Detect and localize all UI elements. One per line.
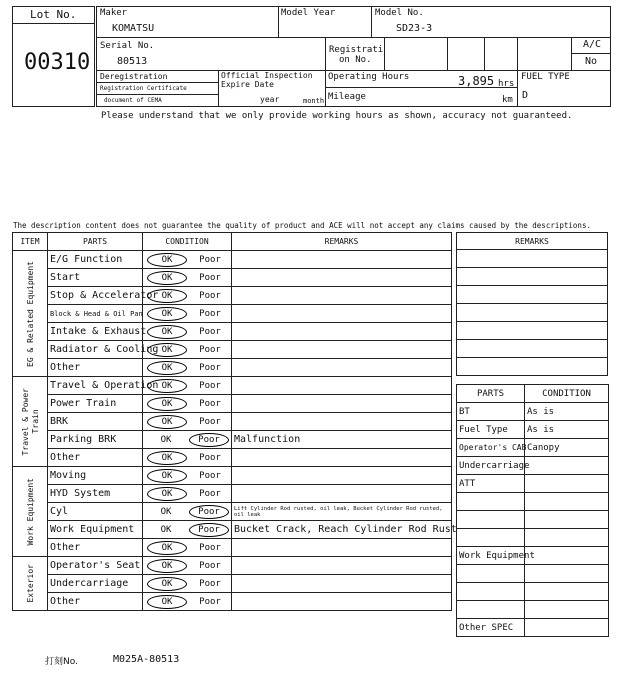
condition-ok: OK <box>147 559 187 573</box>
right-parts-header: PARTS <box>457 385 525 403</box>
table-row <box>13 341 452 359</box>
remark-cell: Malfunction <box>232 431 452 449</box>
year-label: year <box>260 95 280 104</box>
condition-cell <box>143 377 232 395</box>
table-row <box>13 521 452 539</box>
registration-label-1: Registrati <box>329 45 384 55</box>
col-condition-header: CONDITION <box>143 233 232 251</box>
right-parts-row <box>457 601 609 619</box>
condition-poor: Poor <box>199 362 221 373</box>
remark-cell: Bucket Crack, Reach Cylinder Rod Rust <box>232 521 452 539</box>
inspection-table <box>12 232 457 611</box>
condition-ok: OK <box>147 307 187 321</box>
right-part-condition <box>525 493 609 511</box>
item-group-label: Exterior <box>25 564 35 603</box>
part-name: Work Equipment <box>48 521 143 539</box>
remark-cell <box>232 269 452 287</box>
dereg-label: Deregistration <box>100 72 168 81</box>
part-name: Power Train <box>48 395 143 413</box>
right-part-condition <box>525 619 609 637</box>
condition-poor: Poor <box>199 488 221 499</box>
model-no-value: SD23-3 <box>396 23 433 34</box>
remark-cell <box>232 359 452 377</box>
condition-ok: OK <box>147 271 187 285</box>
remark-cell <box>232 251 452 269</box>
condition-poor: Poor <box>199 470 221 481</box>
part-name: Travel & Operation <box>48 377 143 395</box>
condition-poor: Poor <box>199 272 221 283</box>
condition-ok: OK <box>147 397 187 411</box>
right-parts-row <box>457 529 609 547</box>
remark-cell <box>232 575 452 593</box>
remark-cell <box>232 449 452 467</box>
right-parts-row <box>457 547 609 565</box>
right-remark-row <box>457 358 608 376</box>
condition-ok: OK <box>147 343 187 357</box>
right-part-name <box>457 565 525 583</box>
condition-cell <box>143 341 232 359</box>
maker-value: KOMATSU <box>112 23 155 34</box>
right-parts-row <box>457 457 609 475</box>
remark-cell <box>232 539 452 557</box>
right-parts-row <box>457 475 609 493</box>
condition-cell <box>143 323 232 341</box>
condition-poor: Poor <box>199 290 221 301</box>
condition-cell <box>143 431 232 449</box>
condition-poor: Poor <box>199 596 221 607</box>
table-row <box>13 413 452 431</box>
condition-poor: Poor <box>199 254 221 265</box>
right-parts-row <box>457 493 609 511</box>
mileage-label: Mileage <box>328 92 366 102</box>
condition-ok: OK <box>160 434 172 445</box>
condition-cell <box>143 557 232 575</box>
right-part-name: Fuel Type <box>457 421 525 439</box>
table-row <box>13 503 452 521</box>
condition-poor: Poor <box>199 416 221 427</box>
part-name: Intake & Exhaust <box>48 323 143 341</box>
item-group-label: Work Equipment <box>25 477 35 546</box>
condition-poor: Poor <box>199 560 221 571</box>
condition-poor: Poor <box>199 578 221 589</box>
model-no-label: Model No. <box>375 8 424 18</box>
part-name: Other <box>48 593 143 611</box>
right-remarks-table <box>456 232 608 376</box>
table-row <box>13 557 452 575</box>
right-remark-row <box>457 286 608 304</box>
serial-value: 80513 <box>117 56 148 67</box>
part-name: Moving <box>48 467 143 485</box>
right-parts-row <box>457 565 609 583</box>
condition-ok: OK <box>147 325 187 339</box>
cema-label: document of CEMA <box>104 97 162 104</box>
right-part-name: Other SPEC <box>457 619 525 637</box>
right-remark-row <box>457 322 608 340</box>
condition-poor: Poor <box>199 380 221 391</box>
right-part-condition <box>525 583 609 601</box>
right-part-condition <box>525 601 609 619</box>
condition-poor: Poor <box>189 523 229 537</box>
condition-poor: Poor <box>199 452 221 463</box>
right-part-name: Work Equipment <box>457 547 525 565</box>
condition-cell <box>143 287 232 305</box>
right-remarks-header: REMARKS <box>457 233 608 250</box>
remark-cell <box>232 467 452 485</box>
condition-ok: OK <box>147 451 187 465</box>
right-part-name <box>457 529 525 547</box>
hours-notice: Please understand that we only provide working hours as shown, accuracy not guaranteed. <box>101 111 573 121</box>
condition-ok: OK <box>147 415 187 429</box>
lot-number: 00310 <box>24 50 91 75</box>
part-name: Other <box>48 539 143 557</box>
inspection-label-2: Expire Date <box>221 80 274 89</box>
op-hours-label: Operating Hours <box>328 72 410 82</box>
condition-ok: OK <box>147 469 187 483</box>
month-label: month <box>303 97 325 105</box>
right-parts-row <box>457 421 609 439</box>
condition-cell <box>143 359 232 377</box>
right-part-name: Undercarriage <box>457 457 525 475</box>
right-part-name <box>457 493 525 511</box>
item-group-cell <box>13 467 48 557</box>
right-part-condition <box>525 565 609 583</box>
condition-ok: OK <box>147 487 187 501</box>
table-header-row <box>13 233 452 251</box>
condition-cell <box>143 395 232 413</box>
right-part-condition <box>525 475 609 493</box>
table-row <box>13 467 452 485</box>
right-part-condition <box>525 529 609 547</box>
remark-cell <box>232 377 452 395</box>
right-part-condition: Canopy <box>525 439 609 457</box>
part-name: Start <box>48 269 143 287</box>
item-group-cell <box>13 251 48 377</box>
table-row <box>13 377 452 395</box>
remark-cell <box>232 395 452 413</box>
right-parts-row <box>457 619 609 637</box>
condition-ok: OK <box>147 361 187 375</box>
maker-label: Maker <box>100 8 128 18</box>
condition-ok: OK <box>147 379 187 393</box>
right-remark-row <box>457 304 608 322</box>
table-row <box>13 575 452 593</box>
right-parts-row <box>457 403 609 421</box>
table-row <box>13 359 452 377</box>
stamp-value: M025A-80513 <box>113 654 180 665</box>
table-row <box>13 449 452 467</box>
table-row <box>13 593 452 611</box>
table-row <box>13 287 452 305</box>
condition-cell <box>143 593 232 611</box>
right-part-condition <box>525 547 609 565</box>
item-group-cell <box>13 557 48 611</box>
part-name: Parking BRK <box>48 431 143 449</box>
right-remark-row <box>457 268 608 286</box>
model-year-label: Model Year <box>281 8 336 18</box>
item-group-label: Travel & Power <box>20 387 30 456</box>
condition-cell <box>143 305 232 323</box>
condition-ok: OK <box>147 577 187 591</box>
condition-cell <box>143 467 232 485</box>
table-row <box>13 395 452 413</box>
remark-cell <box>232 341 452 359</box>
right-parts-row <box>457 583 609 601</box>
condition-poor: Poor <box>189 505 229 519</box>
condition-ok: OK <box>147 289 187 303</box>
right-parts-row <box>457 511 609 529</box>
condition-ok: OK <box>147 253 187 267</box>
right-part-condition: As is <box>525 403 609 421</box>
right-remark-row <box>457 340 608 358</box>
condition-poor: Poor <box>199 326 221 337</box>
right-parts-row <box>457 439 609 457</box>
fuel-type-value: D <box>522 90 529 101</box>
ac-label: A/C <box>583 39 602 50</box>
right-part-name <box>457 511 525 529</box>
right-part-condition <box>525 511 609 529</box>
reg-cert-label: Registration Certificate <box>100 85 187 92</box>
part-name: HYD System <box>48 485 143 503</box>
ac-value: No <box>585 56 598 67</box>
remark-cell <box>232 305 452 323</box>
condition-ok: OK <box>147 541 187 555</box>
part-name: Stop & Accelerator <box>48 287 143 305</box>
remark-cell: Lift Cylinder Rod rusted, oil leak, Bucket Cylinder Rod rusted, oil leak <box>232 503 452 521</box>
table-row <box>13 323 452 341</box>
condition-ok: OK <box>147 595 187 609</box>
remark-cell <box>232 557 452 575</box>
part-name: Undercarriage <box>48 575 143 593</box>
right-part-name <box>457 583 525 601</box>
condition-poor: Poor <box>199 344 221 355</box>
condition-cell <box>143 413 232 431</box>
condition-ok: OK <box>160 506 172 517</box>
right-condition-header: CONDITION <box>525 385 609 403</box>
part-name: Operator's Seat <box>48 557 143 575</box>
table-row <box>13 485 452 503</box>
condition-cell <box>143 269 232 287</box>
condition-poor: Poor <box>199 398 221 409</box>
right-part-name: BT <box>457 403 525 421</box>
table-row <box>13 431 452 449</box>
item-group-cell <box>13 377 48 467</box>
stamp-label: 打刻No. <box>45 657 78 667</box>
disclaimer: The description content does not guarantee the quality of product and ACE will not accept any claims caused by the descriptions. <box>13 221 591 230</box>
table-row <box>13 251 452 269</box>
remark-cell <box>232 323 452 341</box>
remark-cell <box>232 413 452 431</box>
condition-poor: Poor <box>199 542 221 553</box>
condition-ok: OK <box>160 524 172 535</box>
km-unit: km <box>502 95 513 105</box>
condition-cell <box>143 449 232 467</box>
hrs-unit: hrs <box>498 79 515 89</box>
condition-poor: Poor <box>199 308 221 319</box>
item-group-label: EG & Related Equipment <box>25 260 35 367</box>
remark-cell <box>232 287 452 305</box>
op-hours-value: 3,895 <box>458 74 495 88</box>
table-row <box>13 539 452 557</box>
inspection-label-1: Official Inspection <box>221 71 313 80</box>
condition-cell <box>143 485 232 503</box>
right-part-name <box>457 601 525 619</box>
part-name: Other <box>48 449 143 467</box>
lot-label: Lot No. <box>30 8 77 21</box>
fuel-type-label: FUEL TYPE <box>521 72 570 82</box>
right-part-condition <box>525 457 609 475</box>
table-row <box>13 305 452 323</box>
condition-cell <box>143 251 232 269</box>
table-row <box>13 269 452 287</box>
remark-cell <box>232 593 452 611</box>
right-part-condition: As is <box>525 421 609 439</box>
col-remarks-header: REMARKS <box>232 233 452 251</box>
condition-cell <box>143 575 232 593</box>
condition-cell <box>143 539 232 557</box>
part-name: Cyl <box>48 503 143 521</box>
part-name: BRK <box>48 413 143 431</box>
registration-label-2: on No. <box>339 55 372 65</box>
right-part-name: Operator's CAB <box>457 439 525 457</box>
condition-cell <box>143 503 232 521</box>
part-name: E/G Function <box>48 251 143 269</box>
condition-poor: Poor <box>189 433 229 447</box>
right-parts-table <box>456 384 609 637</box>
right-remark-row <box>457 250 608 268</box>
condition-cell <box>143 521 232 539</box>
col-parts-header: PARTS <box>48 233 143 251</box>
item-group-label: Train <box>30 409 40 434</box>
serial-label: Serial No. <box>100 41 155 51</box>
remark-cell <box>232 485 452 503</box>
part-name: Other <box>48 359 143 377</box>
col-item-header: ITEM <box>13 233 48 251</box>
right-part-name: ATT <box>457 475 525 493</box>
part-name: Radiator & Cooling <box>48 341 143 359</box>
part-name: Block & Head & Oil Pan <box>48 305 143 323</box>
